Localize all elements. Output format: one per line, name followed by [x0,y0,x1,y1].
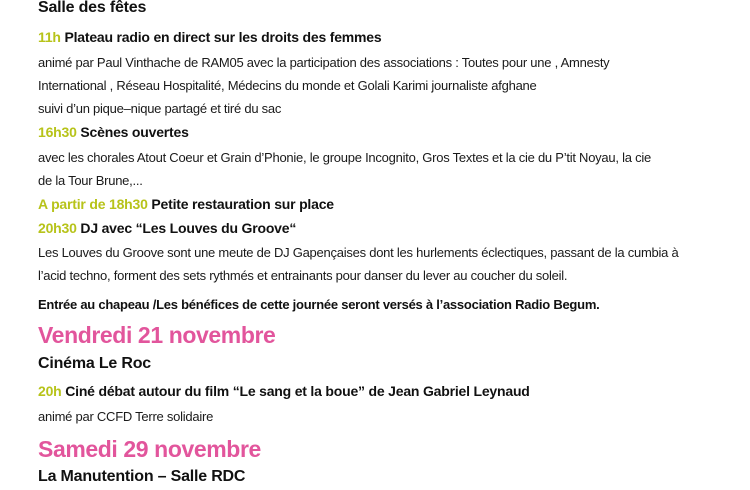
event-heading [38,124,189,140]
event-title: Scènes ouvertes [80,124,189,140]
event-heading [38,220,296,236]
event-description-line: animé par Paul Vinthache de RAM05 avec la participation des associations : Toutes pour une , Amnesty [38,55,610,70]
event-description-line: l’acid techno, forment des sets rythmés et entrainants pour danser du lever au coucher du soleil. [38,268,568,283]
event-title: DJ avec “Les Louves du Groove“ [80,220,297,236]
venue-title: Cinéma Le Roc [38,355,151,372]
event-description-line: Les Louves du Groove sont une meute de DJ Gapençaises dont les hurlements éclectiques, passant de la cumbia à [38,245,679,260]
event-time: 11h [38,29,61,45]
event-description-line: de la Tour Brune,... [38,173,143,188]
venue-title: La Manutention – Salle RDC [38,468,246,485]
event-description-line: animé par CCFD Terre solidaire [38,409,214,424]
event-title: Ciné débat autour du film “Le sang et la boue” de Jean Gabriel Leynaud [65,383,530,399]
event-description-line: suivi d’un pique–nique partagé et tiré du sac [38,101,282,116]
event-heading [38,383,530,399]
event-time: A partir de 18h30 [38,196,148,212]
date-heading: Samedi 29 novembre [38,436,261,462]
event-time: 20h30 [38,220,77,236]
venue-title: Salle des fêtes [38,0,147,16]
event-heading [38,29,381,45]
event-time: 16h30 [38,124,77,140]
event-title: Petite restauration sur place [151,196,334,212]
event-description-line: avec les chorales Atout Coeur et Grain d’Phonie, le groupe Incognito, Gros Textes et la cie du P’tit Noyau, la cie [38,150,651,165]
event-time: 20h [38,383,62,399]
event-description-line: International , Réseau Hospitalité, Médecins du monde et Golali Karimi journaliste afghane [38,78,537,93]
event-title: Plateau radio en direct sur les droits des femmes [64,29,382,45]
entry-note: Entrée au chapeau /Les bénéfices de cette journée seront versés à l’association Radio Begum. [38,297,600,312]
date-heading: Vendredi 21 novembre [38,322,276,348]
event-heading [38,196,334,212]
